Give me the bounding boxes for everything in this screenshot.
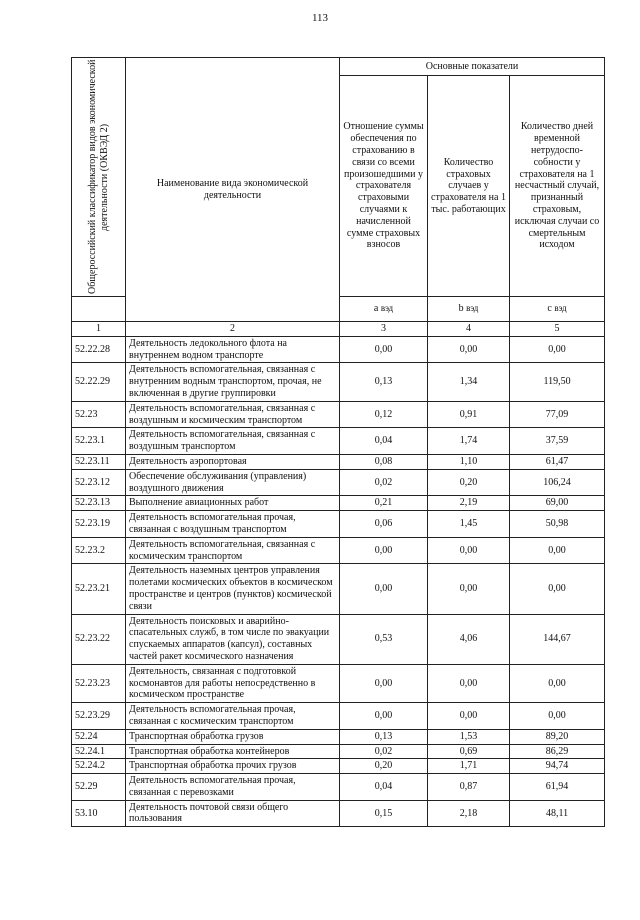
table-row <box>72 800 605 827</box>
row-value-a: 0,04 <box>340 774 428 801</box>
row-value-c: 0,00 <box>510 564 605 614</box>
table-row <box>72 511 605 538</box>
row-code: 52.24.2 <box>72 759 126 774</box>
table-row <box>72 336 605 363</box>
row-value-b: 0,20 <box>428 469 510 496</box>
table-row <box>72 564 605 614</box>
row-value-c: 77,09 <box>510 401 605 428</box>
header-sym-c: c вэд <box>510 297 605 322</box>
row-code: 52.23.1 <box>72 428 126 455</box>
row-value-a: 0,00 <box>340 703 428 730</box>
row-code: 52.24 <box>72 729 126 744</box>
row-name: Деятельность аэропортовая <box>126 454 340 469</box>
row-value-b: 0,69 <box>428 744 510 759</box>
row-name: Выполнение авиационных работ <box>126 496 340 511</box>
row-value-c: 119,50 <box>510 363 605 401</box>
row-value-a: 0,04 <box>340 428 428 455</box>
row-name: Транспортная обработка контейнеров <box>126 744 340 759</box>
row-name: Транспортная обработка грузов <box>126 729 340 744</box>
table-row <box>72 614 605 664</box>
row-value-b: 1,53 <box>428 729 510 744</box>
row-code: 52.23.22 <box>72 614 126 664</box>
row-value-a: 0,00 <box>340 564 428 614</box>
row-value-a: 0,20 <box>340 759 428 774</box>
row-value-a: 0,12 <box>340 401 428 428</box>
table-row <box>72 469 605 496</box>
row-value-c: 50,98 <box>510 511 605 538</box>
row-value-b: 2,19 <box>428 496 510 511</box>
row-value-b: 0,00 <box>428 703 510 730</box>
row-value-b: 0,00 <box>428 537 510 564</box>
table-row <box>72 759 605 774</box>
row-code: 52.23.13 <box>72 496 126 511</box>
col-number: 4 <box>428 322 510 337</box>
row-code: 52.22.29 <box>72 363 126 401</box>
row-value-b: 0,87 <box>428 774 510 801</box>
row-code: 52.22.28 <box>72 336 126 363</box>
table-row <box>72 428 605 455</box>
row-value-c: 0,00 <box>510 664 605 702</box>
table-row <box>72 744 605 759</box>
row-name: Деятельность вспомогательная прочая, связанная с космическим транспортом <box>126 703 340 730</box>
row-value-c: 37,59 <box>510 428 605 455</box>
column-numbers-row <box>72 322 605 337</box>
row-value-a: 0,08 <box>340 454 428 469</box>
row-value-c: 86,29 <box>510 744 605 759</box>
col-number: 3 <box>340 322 428 337</box>
row-name: Транспортная обработка прочих грузов <box>126 759 340 774</box>
row-value-c: 144,67 <box>510 614 605 664</box>
row-value-a: 0,15 <box>340 800 428 827</box>
row-code: 52.23.29 <box>72 703 126 730</box>
row-value-c: 89,20 <box>510 729 605 744</box>
col-number: 5 <box>510 322 605 337</box>
row-value-a: 0,53 <box>340 614 428 664</box>
row-value-b: 4,06 <box>428 614 510 664</box>
row-name: Деятельность вспомогательная прочая, связанная с воздушным транспортом <box>126 511 340 538</box>
row-code: 52.23.12 <box>72 469 126 496</box>
row-value-b: 0,91 <box>428 401 510 428</box>
table-row <box>72 496 605 511</box>
row-value-a: 0,21 <box>340 496 428 511</box>
row-value-b: 1,71 <box>428 759 510 774</box>
row-value-a: 0,00 <box>340 664 428 702</box>
header-col-b: Количество страховых случаев у страхователя на 1 тыс. работающих <box>428 76 510 297</box>
table-body <box>72 336 605 826</box>
row-value-c: 94,74 <box>510 759 605 774</box>
row-name: Деятельность наземных центров управления полетами космических объектов в космическом пространстве и центров (пунктов) космической связи <box>126 564 340 614</box>
header-sym-b: b вэд <box>428 297 510 322</box>
page-number: 113 <box>311 12 329 24</box>
row-value-b: 2,18 <box>428 800 510 827</box>
header-main-indicators: Основные показатели <box>340 58 605 76</box>
row-value-b: 1,45 <box>428 511 510 538</box>
header-col-c: Количество дней временной нетрудоспо-собности у страхователя на 1 несчастный случай, признанный страховым, исключая случаи со смертельным исходом <box>510 76 605 297</box>
row-code: 52.23.11 <box>72 454 126 469</box>
indicators-table <box>71 57 605 827</box>
row-value-b: 0,00 <box>428 564 510 614</box>
row-name: Деятельность вспомогательная, связанная с воздушным транспортом <box>126 428 340 455</box>
row-value-b: 0,00 <box>428 664 510 702</box>
row-value-b: 1,10 <box>428 454 510 469</box>
header-row-top <box>72 58 605 76</box>
col-number: 1 <box>72 322 126 337</box>
row-code: 52.29 <box>72 774 126 801</box>
row-code: 52.23.23 <box>72 664 126 702</box>
row-value-c: 69,00 <box>510 496 605 511</box>
header-sym-a: a вэд <box>340 297 428 322</box>
col-number: 2 <box>126 322 340 337</box>
row-value-c: 0,00 <box>510 703 605 730</box>
table-row <box>72 664 605 702</box>
row-name: Деятельность поисковых и аварийно-спасательных служб, в том числе по эвакуации спускаемых аппаратов (капсул), составных частей ракет космического назначения <box>126 614 340 664</box>
row-value-b: 0,00 <box>428 336 510 363</box>
row-name: Деятельность вспомогательная, связанная с внутренним водным транспортом, прочая, не включенная в другие группировки <box>126 363 340 401</box>
table-row <box>72 537 605 564</box>
table-row <box>72 729 605 744</box>
row-value-c: 0,00 <box>510 537 605 564</box>
row-code: 52.23 <box>72 401 126 428</box>
row-name: Деятельность вспомогательная, связанная с воздушным и космическим транспортом <box>126 401 340 428</box>
row-value-a: 0,02 <box>340 469 428 496</box>
row-value-c: 0,00 <box>510 336 605 363</box>
row-code: 52.23.21 <box>72 564 126 614</box>
row-value-a: 0,00 <box>340 336 428 363</box>
row-value-c: 106,24 <box>510 469 605 496</box>
row-code: 52.23.19 <box>72 511 126 538</box>
row-name: Деятельность вспомогательная, связанная с космическим транспортом <box>126 537 340 564</box>
row-value-a: 0,13 <box>340 363 428 401</box>
row-value-c: 61,94 <box>510 774 605 801</box>
row-value-b: 1,34 <box>428 363 510 401</box>
header-activity-name: Наименование вида экономической деятельности <box>126 58 340 322</box>
table-row <box>72 363 605 401</box>
row-code: 52.23.2 <box>72 537 126 564</box>
table-row <box>72 774 605 801</box>
header-col-a: Отношение суммы обеспечения по страхованию в связи со всеми произошедшими у страхователя страховыми случаями к начисленной сумме страховых взносов <box>340 76 428 297</box>
row-code: 53.10 <box>72 800 126 827</box>
header-okved: Общероссийский классификатор видов экономической деятельности (ОКВЭД 2) <box>86 59 110 295</box>
table-row <box>72 703 605 730</box>
row-name: Деятельность ледокольного флота на внутреннем водном транспорте <box>126 336 340 363</box>
header-okved-empty <box>72 297 126 322</box>
row-name: Деятельность почтовой связи общего пользования <box>126 800 340 827</box>
row-value-b: 1,74 <box>428 428 510 455</box>
row-value-a: 0,13 <box>340 729 428 744</box>
row-name: Деятельность, связанная с подготовкой космонавтов для работы непосредственно в космическом пространстве <box>126 664 340 702</box>
row-value-a: 0,06 <box>340 511 428 538</box>
table-row <box>72 401 605 428</box>
table-row <box>72 454 605 469</box>
row-value-c: 61,47 <box>510 454 605 469</box>
row-value-a: 0,00 <box>340 537 428 564</box>
row-name: Деятельность вспомогательная прочая, связанная с перевозками <box>126 774 340 801</box>
row-value-a: 0,02 <box>340 744 428 759</box>
row-value-c: 48,11 <box>510 800 605 827</box>
row-name: Обеспечение обслуживания (управления) воздушного движения <box>126 469 340 496</box>
header-okved-cell <box>72 58 126 297</box>
row-code: 52.24.1 <box>72 744 126 759</box>
